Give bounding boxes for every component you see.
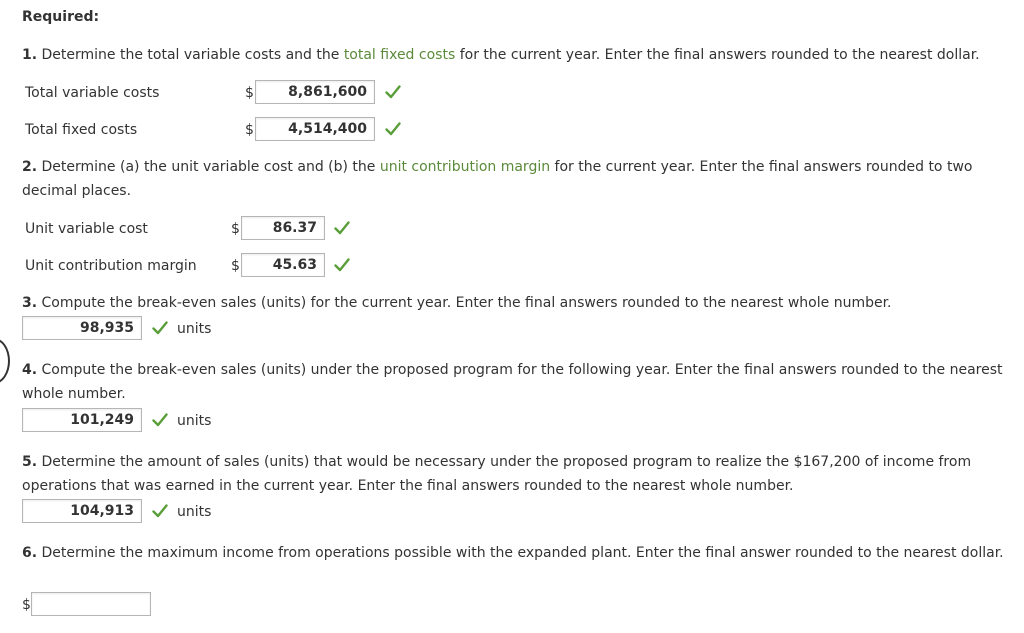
- proposed-break-even-units-input[interactable]: 101,249: [22, 408, 142, 432]
- question-number: 1.: [22, 47, 38, 63]
- checkmark-icon: [334, 257, 350, 273]
- units-label: units: [177, 321, 212, 337]
- question-text: for the current year. Enter the final answers rounded to the nearest dollar.: [459, 47, 980, 63]
- question-number: 4.: [22, 362, 38, 378]
- question-4-text: [22, 358, 1012, 406]
- currency-symbol: $: [22, 597, 31, 613]
- section-title: Required:: [22, 9, 100, 25]
- question-text: Determine the maximum income from operations possible with the expanded plant. Enter the final answer rounded to the nearest dollar.: [41, 545, 1004, 561]
- checkmark-icon: [334, 220, 350, 236]
- row-label: Total variable costs: [25, 85, 160, 101]
- row-label: Unit variable cost: [25, 221, 148, 237]
- row-label: Unit contribution margin: [25, 258, 197, 274]
- checkmark-icon: [152, 503, 168, 519]
- currency-symbol: $: [231, 221, 240, 237]
- question-number: 6.: [22, 545, 38, 561]
- question-6-text: [22, 541, 1012, 565]
- checkmark-icon: [385, 84, 401, 100]
- question-text: Determine the total variable costs and the: [41, 47, 340, 63]
- total-variable-costs-input[interactable]: 8,861,600: [255, 80, 375, 104]
- currency-symbol: $: [231, 258, 240, 274]
- question-number: 5.: [22, 454, 38, 470]
- total-fixed-costs-input[interactable]: 4,514,400: [255, 117, 375, 141]
- glossary-link-unit-contribution-margin[interactable]: unit contribution margin: [379, 159, 551, 175]
- currency-symbol: $: [245, 85, 254, 101]
- question-number: 3.: [22, 295, 38, 311]
- target-income-units-input[interactable]: 104,913: [22, 499, 142, 523]
- currency-symbol: $: [245, 122, 254, 138]
- row-label: Total fixed costs: [25, 122, 138, 138]
- question-2-text: [22, 155, 1012, 203]
- checkmark-icon: [152, 412, 168, 428]
- maximum-income-input[interactable]: [31, 592, 151, 616]
- question-text: Compute the break-even sales (units) under the proposed program for the following year. Enter the final answers rounded to the nearest whole number.: [22, 362, 1003, 402]
- question-text: for the current year. Enter the final answers rounded to two decimal places.: [22, 159, 973, 199]
- decorative-arc: [0, 338, 10, 384]
- question-5-text: [22, 450, 1012, 498]
- checkmark-icon: [385, 121, 401, 137]
- units-label: units: [177, 413, 212, 429]
- question-3-text: [22, 291, 1012, 315]
- question-1-text: [22, 43, 1012, 67]
- checkmark-icon: [152, 320, 168, 336]
- glossary-link-total-fixed-costs[interactable]: total fixed costs: [343, 47, 456, 63]
- question-text: Determine the amount of sales (units) that would be necessary under the proposed program to realize the $167,200 of income from operations that was earned in the current year. Enter the final answers rounded to the nearest whole number.: [22, 454, 972, 494]
- question-text: Compute the break-even sales (units) for the current year. Enter the final answers rounded to the nearest whole number.: [41, 295, 892, 311]
- question-text: Determine (a) the unit variable cost and (b) the: [41, 159, 376, 175]
- unit-variable-cost-input[interactable]: 86.37: [241, 216, 325, 240]
- break-even-units-input[interactable]: 98,935: [22, 316, 142, 340]
- unit-contribution-margin-input[interactable]: 45.63: [241, 253, 325, 277]
- units-label: units: [177, 504, 212, 520]
- question-number: 2.: [22, 159, 38, 175]
